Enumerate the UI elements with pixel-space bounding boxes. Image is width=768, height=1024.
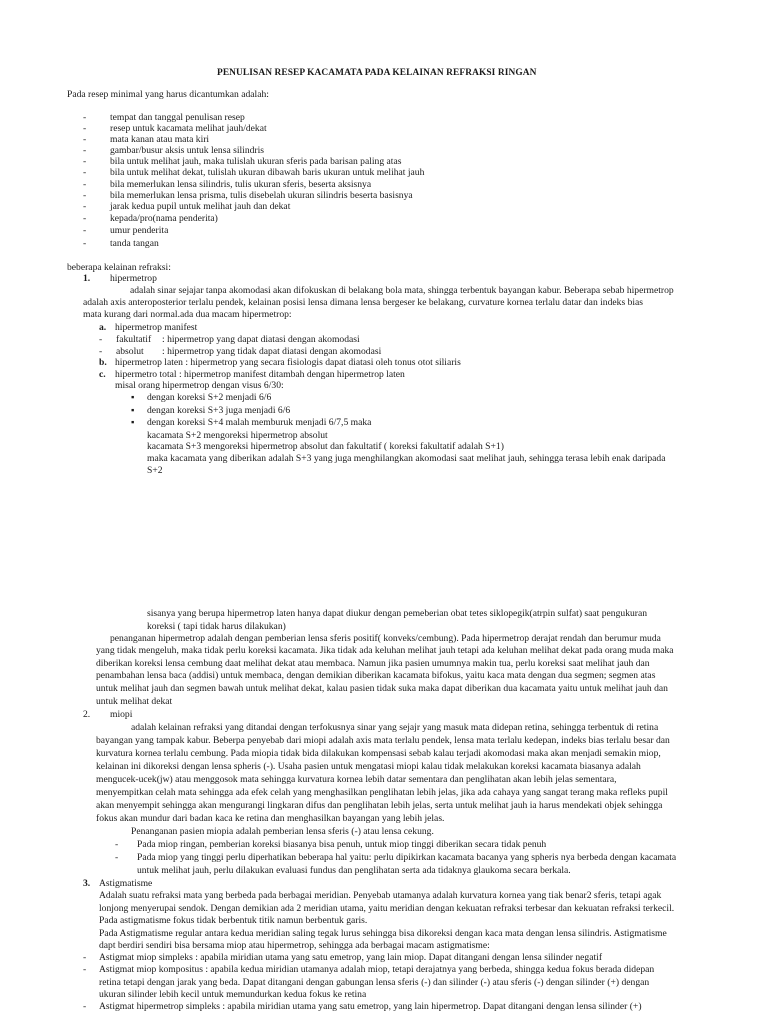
kelainan-heading: beberapa kelainan refraksi: [67,262,171,273]
sub-item: hipermetrop laten : hipermetrop yang secara fisiologis dapat diatasi oleh tonus otot siliaris [115,357,461,368]
section-number: 2. [83,709,91,720]
list-item: dengan koreksi S+4 malah memburuk menjadi 6/7,5 maka [147,417,372,428]
list-bullet: - [115,839,119,850]
paragraph-line: maka kacamata yang diberikan adalah S+3 yang juga menghilangkan akomodasi saat melihat jauh, sehingga terasa lebih enak daripada [147,453,666,464]
paragraph-line: koreksi ( tapi tidak harus dilakukan) [147,621,286,632]
paragraph-line: kelainan ini dikoreksi dengan lensa spheris (-). Usaha pasien untuk mengatasi miopi kalau tidak melakukan koreksi kacamata biasanya adalah [96,761,641,772]
list-item: bila untuk melihat dekat, tulislah ukuran dibawah baris ukuran untuk melihat jauh [110,167,425,178]
paragraph-line: bayangan yang tampak kabur. Beberpa penyebab dari miopi adalah axis mata terlalu pendek, lensa mata terlalu kedepan, indeks bias terlalu besar dan [96,735,670,746]
list-item: Astigmat hipermetrop simpleks : apabila miridian utama yang satu emetrop, yang lain hipermetrop. Dapat ditangani dengan lensa silinder (+) [99,1001,642,1012]
section-number: 1. [83,273,91,284]
paragraph-line: untuk melihat jauh dan segmen bawah untuk melihat dekat, kalau pasien tidak suka maka dapat diberikan dua kacamata yaitu untuk melihat jauh dan [96,683,668,694]
paragraph-line: mata kurang dari normal.ada dua macam hipermetrop: [83,309,292,320]
term-definition: : hipermetrop yang dapat diatasi dengan akomodasi [162,334,360,345]
list-bullet: - [83,201,87,212]
paragraph-line: kacamata S+3 mengoreksi hipermetrop absolut dan fakultatif ( koreksi fakultatif adalah S+1) [147,441,504,452]
paragraph-line: untuk melihat dekat [96,696,173,707]
sub-label: b. [99,357,107,368]
sub-label: a. [99,322,107,333]
term-definition: : hipermetrop yang tidak dapat diatasi dengan akomodasi [162,346,382,357]
list-bullet: ▪ [131,417,135,428]
list-bullet: - [83,238,87,249]
paragraph-line: misal orang hipermetrop dengan visus 6/30: [115,380,284,391]
list-bullet: - [83,225,87,236]
section-number: 3. [83,878,91,889]
list-item: tempat dan tanggal penulisan resep [110,112,245,123]
list-item: Astigmat miop kompositus : apabila kedua miridian utamanya adalah miop, tetapi derajatnya yang berbeda, shingga kedua fokus berada didepan [99,964,655,975]
paragraph-line: penambahan lensa baca (addisi) untuk membaca, dengan demikian diberikan kacamata bifokus, yaitu kaca mata dengan dua segmen; segmen atas [96,670,656,681]
list-item: umur penderita [110,225,169,236]
paragraph-line: lonjong menyerupai sendok. Dengan demikian ada 2 meridian utama, yaitu meridian dengan kekuatan refraksi terbesar dan kekuatan refraksi terkecil. [99,903,675,914]
list-bullet: - [83,179,87,190]
paragraph-line: sisanya yang berupa hipermetrop laten hanya dapat diukur dengan pemeberian obat tetes siklopegik(atrpin sulfat) saat pengukuran [147,608,648,619]
paragraph-line: Pada astigmatisme fokus tidak berbentuk titik namun berbentuk garis. [99,915,368,926]
list-item: Pada miop ringan, pemberian koreksi biasanya bisa penuh, untuk miop tinggi diberikan secara tidak penuh [137,839,547,850]
list-bullet: - [83,213,87,224]
paragraph-line: dapt berdiri sendiri bisa bersama miop atau hipermetrop, sehingga ada berbagai macam astigmatisme: [99,940,490,951]
paragraph-line: adalah sinar sejajar tanpa akomodasi akan difokuskan di belakang bola mata, shingga terbentuk bayangan kabur. Beberapa sebab hipermetrop [130,285,674,296]
list-item: ukuran silinder lebih kecil untuk memundurkan kedua fokus ke retina [99,989,367,1000]
paragraph-line: Adalah suatu refraksi mata yang berbeda pada berbagai meridian. Penyebab utamanya adalah kurvatura kornea yang tiak benar2 sferis, tetapi agak [99,890,662,901]
list-item: tanda tangan [110,238,159,249]
paragraph-line: S+2 [147,465,163,476]
section-title: miopi [110,709,133,720]
section-title: Astigmatisme [99,878,153,889]
paragraph-line: yang tidak mengeluh, maka tidak perlu koreksi kacamata. Jika tidak ada keluhan melihat jauh tetapi ada keluhan melihat dekat pada orang muda maka [96,645,674,656]
list-item: mata kanan atau mata kiri [110,134,210,145]
paragraph-line: adalah kelainan refraksi yang ditandai dengan terfokusnya sinar yang sejajr yang masuk mata didepan retina, sehingga terbentuk di retina [131,722,659,733]
list-bullet: - [99,346,103,357]
paragraph-line: mengucek-ucek(jw) atau menggosok mata sehingga kurvatura kornea lebih datar sementara dan penglihatan akan lebih jelas sementara, [96,774,617,785]
list-item: kepada/pro(nama penderita) [110,213,218,224]
list-bullet: - [83,134,87,145]
list-bullet: - [83,156,87,167]
sub-label: c. [99,369,106,380]
list-bullet: - [83,1001,87,1012]
list-item: resep untuk kacamata melihat jauh/dekat [110,123,267,134]
list-item: bila memerlukan lensa silindris, tulis ukuran sferis, beserta aksisnya [110,179,372,190]
list-item: jarak kedua pupil untuk melihat jauh dan dekat [110,201,291,212]
list-bullet: - [83,145,87,156]
list-item: dengan koreksi S+2 menjadi 6/6 [147,392,272,403]
sub-item: hipermetrop manifest [115,322,198,333]
term-label: absolut [116,346,144,357]
list-item: retina tetapi dengan jarak yang beda. Dapat ditangani dengan gabungan lensa sferis (-) dan silinder (-) atau sferis (-) dengan silinder (+) dengan [99,977,650,988]
list-item: Astigmat miop simpleks : apabila miridian utama yang satu emetrop, yang lain miop. Dapat ditangani dengan lensa silinder negatif [99,952,603,963]
list-bullet: - [83,964,87,975]
list-bullet: - [99,334,103,345]
paragraph-line: kacamata S+2 mengoreksi hipermetrop absolut [147,430,328,441]
list-bullet: - [115,852,119,863]
list-item: gambar/busur aksis untuk lensa silindris [110,145,265,156]
paragraph-line: menyempitkan celah mata sehingga ada efek celah yang menghasilkan penglihatan lebih jelas, jika ada cahaya yang sangat terang maka refleks pupil [96,787,668,798]
list-bullet: - [83,190,87,201]
paragraph-line: penanganan hipermetrop adalah dengan pemberian lensa sferis positif( konveks/cembung). Pada hipermetrop derajat rendah dan berumur muda [110,633,661,644]
term-label: fakultatif [116,334,152,345]
list-item: untuk melihat jauh, perlu dilakukan evaluasi fundus dan penglihatan serta ada tidaknya glaukoma secara berkala. [137,865,571,876]
paragraph-line: adalah axis anteroposterior terlalu pendek, kelainan posisi lensa dimana lensa bergeser ke belakang, curvature kornea terlalu datar dan indeks bias [83,297,644,308]
document-title: PENULISAN RESEP KACAMATA PADA KELAINAN REFRAKSI RINGAN [217,68,537,78]
section-title: hipermetrop [110,273,157,284]
paragraph-line: akan menyempit sehingga akan mengurangi lingkaran difus dan penglihatan lebih jelas, serta untuk melihat jauh ia harus mendekati objek sehingga [96,800,663,811]
paragraph-line: kurvatura kornea terlalu cembung. Pada miopia tidak bida dilakukan kompensasi sebab kalau terjadi akomodasi maka akan menjadi semakin miop, [96,748,661,759]
list-item: Pada miop yang tinggi perlu diperhatikan beberapa hal yaitu: perlu dipikirkan kacamata bacanya yang spheris nya berbeda dengan kacamata [137,852,677,863]
paragraph-line: Penanganan pasien miopia adalah pemberian lensa sferis (-) atau lensa cekung. [131,826,434,837]
list-item: dengan koreksi S+3 juga menjadi 6/6 [147,405,291,416]
list-bullet: - [83,123,87,134]
list-bullet: - [83,112,87,123]
paragraph-line: fokus akan mundur dari badan kaca ke retina dan menghasilkan bayangan yang lebih jelas. [96,813,445,824]
paragraph-line: diberikan koreksi lensa cembung daat melihat dekat atau membaca. Namun jika pasien umumnya makin tua, perlu koreksi saat melihat jauh dan [96,658,650,669]
list-item: bila untuk melihat jauh, maka tulislah ukuran sferis pada barisan paling atas [110,156,402,167]
list-bullet: ▪ [131,392,135,403]
list-bullet: ▪ [131,405,135,416]
list-bullet: - [83,952,87,963]
list-bullet: - [83,167,87,178]
sub-item: hipermetro total : hipermetrop manifest ditambah dengan hipermetrop laten [115,369,405,380]
paragraph-line: Pada Astigmatisme regular antara kedua meridian saling tegak lurus sehingga bisa dikoreksi dengan kaca mata dengan lensa silindris. Astigmatisme [99,928,667,939]
intro-text: Pada resep minimal yang harus dicantumkan adalah: [67,89,269,100]
list-item: bila memerlukan lensa prisma, tulis disebelah ukuran silindris beserta basisnya [110,190,413,201]
